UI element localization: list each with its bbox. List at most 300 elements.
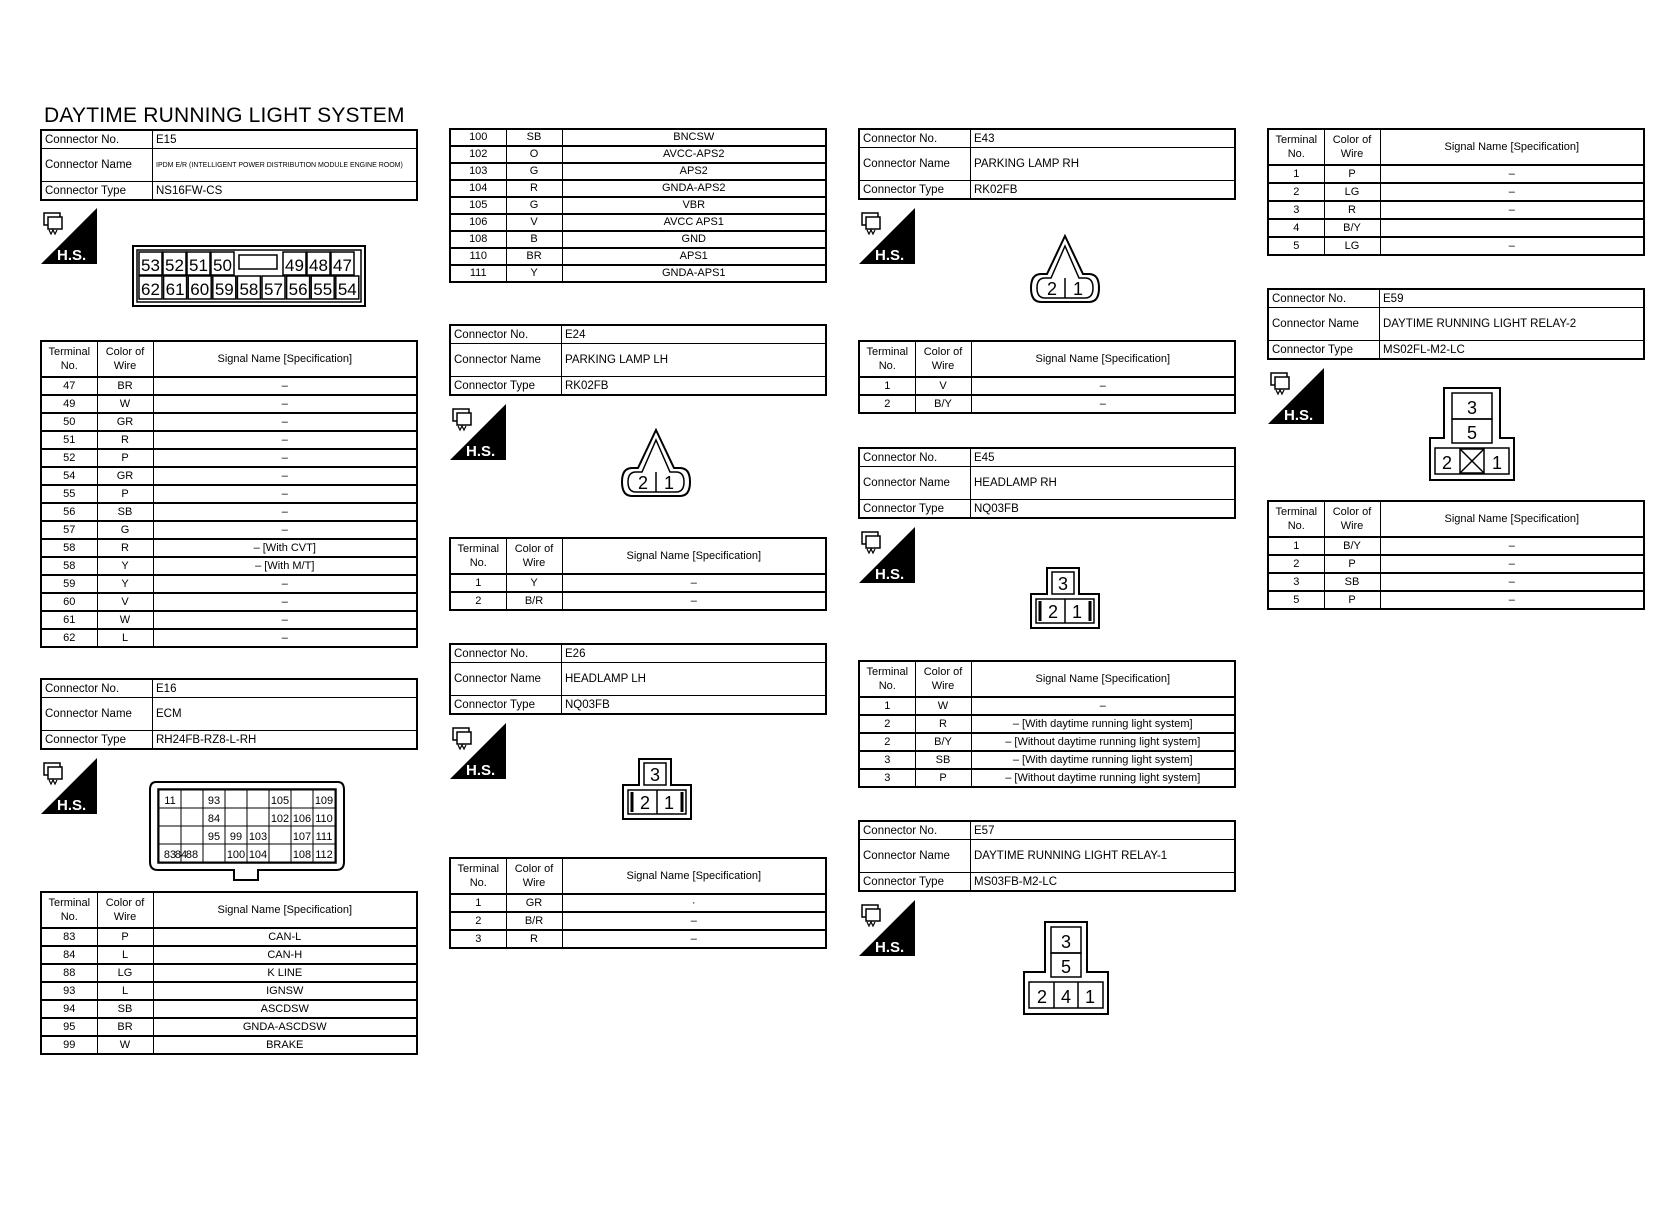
e15-row — [41, 557, 417, 575]
terminal-no-cell: 5 — [1268, 237, 1324, 255]
e57-terminal-rows — [1268, 165, 1644, 255]
signal-name-cell: – — [562, 574, 826, 592]
hs-label: H.S. — [875, 247, 905, 264]
terminal-no-cell: 3 — [450, 930, 506, 948]
pin-label: 62 — [141, 280, 160, 299]
e16-row — [41, 982, 417, 1000]
connector-name-value: ECM — [153, 698, 418, 731]
connector-type-value: NQ03FB — [971, 500, 1236, 519]
terminal-no-cell: 1 — [1268, 537, 1324, 555]
wire-color-cell: P — [1324, 555, 1380, 573]
color-of-wire-header: Color of Wire — [97, 892, 153, 928]
terminal-no-cell: 106 — [450, 214, 506, 231]
pin-label: 54 — [337, 280, 357, 299]
e15-connector-header — [40, 129, 418, 201]
e16-row — [41, 1000, 417, 1018]
terminal-no-cell: 1 — [450, 894, 506, 912]
pin-label: 2 — [637, 473, 649, 493]
signal-name-cell: – — [153, 485, 417, 503]
connector-no-value: E43 — [971, 129, 1236, 148]
terminal-no-cell: 110 — [450, 248, 506, 265]
connector-name-value: HEADLAMP RH — [971, 467, 1236, 500]
connector-no-value: E57 — [971, 821, 1236, 840]
terminal-no-cell: 103 — [450, 163, 506, 180]
wire-color-cell: LG — [1324, 183, 1380, 201]
pin-label: 106 — [292, 813, 312, 825]
e15-row — [41, 431, 417, 449]
wire-color-cell: Y — [97, 557, 153, 575]
wire-color-cell: Y — [506, 265, 562, 282]
connector-no-label: Connector No. — [859, 821, 971, 840]
e59-terminal-rows — [1268, 537, 1644, 609]
wire-color-cell: B/Y — [915, 733, 971, 751]
terminal-no-cell: 49 — [41, 395, 97, 413]
signal-name-cell: GNDA-ASCDSW — [153, 1018, 417, 1036]
terminal-no-cell: 2 — [859, 395, 915, 413]
connector-name-label: Connector Name — [1268, 308, 1380, 341]
connector-type-value: NS16FW-CS — [153, 182, 418, 201]
connector-no-label: Connector No. — [41, 679, 153, 698]
terminal-no-cell: 61 — [41, 611, 97, 629]
signal-name-cell: – — [562, 930, 826, 948]
connector-name-label: Connector Name — [41, 149, 153, 182]
e15-terminal-table — [40, 340, 418, 648]
terminal-no-header: Terminal No. — [859, 341, 915, 377]
color-of-wire-header: Color of Wire — [506, 858, 562, 894]
e57-row — [1268, 219, 1644, 237]
e43-row — [859, 377, 1235, 395]
signal-name-cell: – — [1380, 537, 1644, 555]
pin-label: 84 — [174, 849, 188, 861]
e16-continued-row — [450, 248, 826, 265]
terminal-no-cell: 100 — [450, 129, 506, 146]
pin-label: 104 — [248, 849, 268, 861]
pin-label: 88 — [185, 849, 199, 861]
e16-continued-rows — [450, 129, 826, 282]
wire-color-cell: P — [1324, 591, 1380, 609]
signal-name-cell: – [With M/T] — [153, 557, 417, 575]
terminal-no-cell: 3 — [859, 769, 915, 787]
pin-label: 51 — [189, 256, 208, 275]
e57-connector-header — [858, 820, 1236, 892]
terminal-no-cell: 51 — [41, 431, 97, 449]
terminal-no-cell: 2 — [450, 592, 506, 610]
signal-name-cell: AVCC-APS2 — [562, 146, 826, 163]
e15-row — [41, 575, 417, 593]
pin-label: 49 — [285, 256, 304, 275]
connector-type-value: RK02FB — [971, 181, 1236, 200]
wire-color-cell: B — [506, 231, 562, 248]
e59-row — [1268, 573, 1644, 591]
e26-row — [450, 894, 826, 912]
hs-label: H.S. — [466, 762, 496, 779]
pin-label: 111 — [315, 831, 333, 843]
terminal-no-cell: 1 — [859, 697, 915, 715]
e16-connector-header — [40, 678, 418, 750]
connector-name-label: Connector Name — [859, 148, 971, 181]
harness-side-icon — [859, 527, 915, 583]
terminal-no-cell: 62 — [41, 629, 97, 647]
e16-continued-row — [450, 163, 826, 180]
color-of-wire-header: Color of Wire — [97, 341, 153, 377]
e16-connector-face — [146, 776, 348, 884]
connector-no-value: E16 — [153, 679, 418, 698]
e45-row — [859, 733, 1235, 751]
signal-name-cell: – — [1380, 237, 1644, 255]
connector-name-value: HEADLAMP LH — [562, 663, 827, 696]
e15-terminal-rows — [41, 377, 417, 647]
e15-row — [41, 503, 417, 521]
e43-connector-face — [1027, 234, 1103, 308]
wire-color-cell: W — [97, 1036, 153, 1054]
terminal-no-cell: 58 — [41, 557, 97, 575]
wire-color-cell: P — [97, 449, 153, 467]
e45-connector-header — [858, 447, 1236, 519]
e57-row — [1268, 165, 1644, 183]
terminal-no-header: Terminal No. — [41, 341, 97, 377]
color-of-wire-header: Color of Wire — [506, 538, 562, 574]
connector-type-label: Connector Type — [41, 182, 153, 201]
e16-terminal-rows — [41, 928, 417, 1054]
wire-color-cell: BR — [97, 1018, 153, 1036]
e45-row — [859, 697, 1235, 715]
connector-type-label: Connector Type — [450, 696, 562, 715]
connector-no-label: Connector No. — [41, 130, 153, 149]
e15-row — [41, 611, 417, 629]
signal-name-cell: – — [1380, 573, 1644, 591]
connector-no-value: E26 — [562, 644, 827, 663]
pin-label: 48 — [309, 256, 328, 275]
e15-row — [41, 377, 417, 395]
signal-name-cell: – [Without daytime running light system] — [971, 769, 1235, 787]
pin-label: 109 — [314, 795, 334, 807]
pin-label: 102 — [270, 813, 290, 825]
e16-pin-grid — [159, 790, 335, 862]
harness-side-icon — [41, 208, 97, 264]
e43-terminal-rows — [859, 377, 1235, 413]
terminal-no-header: Terminal No. — [450, 858, 506, 894]
wire-color-cell: O — [506, 146, 562, 163]
wire-color-cell: R — [506, 930, 562, 948]
hs-label: H.S. — [875, 939, 905, 956]
signal-name-cell: – — [153, 503, 417, 521]
e16-continued-row — [450, 129, 826, 146]
signal-name-cell: – — [562, 592, 826, 610]
pin-label: 60 — [190, 280, 210, 299]
pin-label: 59 — [214, 280, 234, 299]
connector-no-label: Connector No. — [450, 644, 562, 663]
e45-terminal-rows — [859, 697, 1235, 787]
e16-continued-table — [449, 128, 827, 283]
color-of-wire-header: Color of Wire — [1324, 129, 1380, 165]
terminal-no-cell: 4 — [1268, 219, 1324, 237]
signal-name-cell: – — [153, 431, 417, 449]
pin-label: 47 — [333, 256, 352, 275]
e57-row — [1268, 201, 1644, 219]
harness-side-icon — [450, 404, 506, 460]
wire-color-cell: W — [915, 697, 971, 715]
connector-type-value: RK02FB — [562, 377, 827, 396]
pin-label: 93 — [207, 795, 221, 807]
wire-color-cell: BR — [506, 248, 562, 265]
terminal-no-cell: 1 — [859, 377, 915, 395]
signal-name-cell: BNCSW — [562, 129, 826, 146]
signal-name-cell: – — [153, 521, 417, 539]
e15-row — [41, 629, 417, 647]
connector-type-value: MS03FB-M2-LC — [971, 873, 1236, 892]
connector-name-value: IPDM E/R (INTELLIGENT POWER DISTRIBUTION MODULE ENGINE ROOM) — [153, 149, 418, 182]
e45-row — [859, 751, 1235, 769]
signal-name-cell: VBR — [562, 197, 826, 214]
terminal-no-cell: 1 — [450, 574, 506, 592]
pin-label: 1 — [1084, 987, 1096, 1007]
hs-label: H.S. — [1284, 407, 1314, 424]
e43-row — [859, 395, 1235, 413]
pin-label: 107 — [292, 831, 312, 843]
hs-label: H.S. — [57, 797, 87, 814]
terminal-no-cell: 50 — [41, 413, 97, 431]
pin-label: 56 — [288, 280, 308, 299]
e15-key-slot — [239, 255, 277, 269]
wire-color-cell: V — [506, 214, 562, 231]
color-of-wire-header: Color of Wire — [915, 661, 971, 697]
e16-row — [41, 964, 417, 982]
connector-no-label: Connector No. — [450, 325, 562, 344]
e15-row — [41, 539, 417, 557]
signal-name-cell: – — [1380, 165, 1644, 183]
terminal-no-header: Terminal No. — [450, 538, 506, 574]
e24-connector-header — [449, 324, 827, 396]
wire-color-cell: GR — [97, 413, 153, 431]
signal-name-cell: – [Without daytime running light system] — [971, 733, 1235, 751]
signal-name-cell: – — [153, 413, 417, 431]
terminal-no-cell: 55 — [41, 485, 97, 503]
wire-color-cell: G — [97, 521, 153, 539]
terminal-no-cell: 58 — [41, 539, 97, 557]
pin-label: 3 — [649, 765, 661, 785]
e16-continued-row — [450, 265, 826, 282]
signal-name-cell: – — [971, 697, 1235, 715]
e43-connector-header — [858, 128, 1236, 200]
wire-color-cell: SB — [506, 129, 562, 146]
connector-type-value: NQ03FB — [562, 696, 827, 715]
pin-label: 105 — [270, 795, 290, 807]
connector-no-label: Connector No. — [859, 448, 971, 467]
e15-bottom-pin-row — [139, 276, 359, 299]
e16-row — [41, 1018, 417, 1036]
e24-terminal-table — [449, 537, 827, 611]
pin-label: 57 — [264, 280, 283, 299]
harness-side-icon — [1268, 368, 1324, 424]
terminal-no-cell: 104 — [450, 180, 506, 197]
terminal-no-cell: 60 — [41, 593, 97, 611]
wire-color-cell: SB — [915, 751, 971, 769]
e59-row — [1268, 555, 1644, 573]
e59-connector-face — [1428, 386, 1516, 482]
wire-color-cell: GR — [97, 467, 153, 485]
connector-name-value: PARKING LAMP LH — [562, 344, 827, 377]
pin-label: 2 — [1046, 279, 1058, 299]
e15-row — [41, 485, 417, 503]
wire-color-cell: SB — [1324, 573, 1380, 591]
e45-connector-face — [1027, 566, 1103, 632]
signal-name-cell: – — [153, 629, 417, 647]
pin-label: 61 — [165, 280, 185, 299]
wire-color-cell: LG — [1324, 237, 1380, 255]
signal-name-header: Signal Name [Specification] — [153, 341, 417, 377]
e16-row — [41, 1036, 417, 1054]
connector-no-label: Connector No. — [859, 129, 971, 148]
signal-name-header: Signal Name [Specification] — [562, 538, 826, 574]
e15-row — [41, 593, 417, 611]
connector-type-value: RH24FB-RZ8-L-RH — [153, 731, 418, 750]
signal-name-cell: K LINE — [153, 964, 417, 982]
wire-color-cell: L — [97, 982, 153, 1000]
connector-name-label: Connector Name — [450, 663, 562, 696]
signal-name-cell: APS2 — [562, 163, 826, 180]
terminal-no-cell: 1 — [1268, 165, 1324, 183]
e15-row — [41, 449, 417, 467]
e26-row — [450, 930, 826, 948]
pin-label: 1 — [1072, 279, 1084, 299]
connector-type-label: Connector Type — [859, 181, 971, 200]
page-title: DAYTIME RUNNING LIGHT SYSTEM — [44, 104, 405, 127]
e59-row — [1268, 537, 1644, 555]
signal-name-cell: GNDA-APS2 — [562, 180, 826, 197]
signal-name-cell: – — [1380, 591, 1644, 609]
terminal-no-cell: 94 — [41, 1000, 97, 1018]
e16-row — [41, 946, 417, 964]
pin-label: 52 — [165, 256, 184, 275]
terminal-no-cell: 83 — [41, 928, 97, 946]
terminal-no-cell: 3 — [859, 751, 915, 769]
wire-color-cell: B/R — [506, 592, 562, 610]
pin-label: 3 — [1466, 398, 1478, 418]
wire-color-cell: P — [97, 485, 153, 503]
pin-label: 83 — [163, 849, 177, 861]
connector-type-label: Connector Type — [1268, 341, 1380, 360]
terminal-no-cell: 102 — [450, 146, 506, 163]
connector-type-label: Connector Type — [450, 377, 562, 396]
wire-color-cell: G — [506, 163, 562, 180]
connector-no-value: E59 — [1380, 289, 1645, 308]
terminal-no-cell: 5 — [1268, 591, 1324, 609]
terminal-no-cell: 93 — [41, 982, 97, 1000]
signal-name-cell: – — [971, 395, 1235, 413]
connector-type-label: Connector Type — [41, 731, 153, 750]
signal-name-cell: – — [153, 575, 417, 593]
terminal-no-cell: 99 — [41, 1036, 97, 1054]
wire-color-cell: R — [1324, 201, 1380, 219]
wire-color-cell: SB — [97, 1000, 153, 1018]
pin-label: 110 — [315, 813, 333, 825]
e26-connector-header — [449, 643, 827, 715]
pin-label: 95 — [207, 831, 221, 843]
pin-label: 58 — [239, 280, 259, 299]
harness-side-icon — [859, 900, 915, 956]
wire-color-cell: R — [506, 180, 562, 197]
connector-name-value: PARKING LAMP RH — [971, 148, 1236, 181]
wire-color-cell: R — [97, 539, 153, 557]
terminal-no-header: Terminal No. — [1268, 501, 1324, 537]
wire-color-cell: B/Y — [1324, 537, 1380, 555]
signal-name-cell: ASCDSW — [153, 1000, 417, 1018]
pin-label: 1 — [1491, 453, 1503, 473]
connector-no-value: E15 — [153, 130, 418, 149]
e15-row — [41, 395, 417, 413]
wire-color-cell: R — [97, 431, 153, 449]
terminal-no-header: Terminal No. — [41, 892, 97, 928]
hs-label: H.S. — [466, 443, 496, 460]
pin-label: 2 — [1047, 602, 1059, 622]
e16-continued-row — [450, 180, 826, 197]
e16-terminal-table — [40, 891, 418, 1055]
signal-name-cell: IGNSW — [153, 982, 417, 1000]
pin-label: 108 — [292, 849, 312, 861]
signal-name-cell: APS1 — [562, 248, 826, 265]
e26-terminal-table — [449, 857, 827, 949]
signal-name-header: Signal Name [Specification] — [971, 661, 1235, 697]
connector-no-value: E24 — [562, 325, 827, 344]
signal-name-cell: – — [1380, 555, 1644, 573]
e24-row — [450, 592, 826, 610]
terminal-no-cell: 59 — [41, 575, 97, 593]
wire-color-cell: B/Y — [915, 395, 971, 413]
signal-name-cell: BRAKE — [153, 1036, 417, 1054]
pin-label: 1 — [663, 473, 675, 493]
e26-connector-face — [619, 757, 695, 823]
pin-label: 4 — [1060, 987, 1072, 1007]
signal-name-cell: – [With daytime running light system] — [971, 715, 1235, 733]
terminal-no-cell: 2 — [1268, 183, 1324, 201]
connector-name-label: Connector Name — [41, 698, 153, 731]
pin-label: 53 — [141, 256, 160, 275]
e16-row — [41, 928, 417, 946]
terminal-no-cell: 54 — [41, 467, 97, 485]
e57-row — [1268, 183, 1644, 201]
e45-row — [859, 769, 1235, 787]
wire-color-cell: V — [915, 377, 971, 395]
e59-terminal-table — [1267, 500, 1645, 610]
harness-side-icon — [859, 208, 915, 264]
e45-terminal-table — [858, 660, 1236, 788]
connector-type-value: MS02FL-M2-LC — [1380, 341, 1645, 360]
wire-color-cell: P — [97, 928, 153, 946]
terminal-no-cell: 2 — [859, 715, 915, 733]
e59-connector-header — [1267, 288, 1645, 360]
terminal-no-cell: 84 — [41, 946, 97, 964]
pin-label: 11 — [164, 795, 176, 807]
pin-label: 1 — [1071, 602, 1083, 622]
terminal-no-cell: 56 — [41, 503, 97, 521]
connector-name-label: Connector Name — [450, 344, 562, 377]
e15-row — [41, 413, 417, 431]
terminal-no-cell: 2 — [859, 733, 915, 751]
hs-label: H.S. — [875, 566, 905, 583]
signal-name-cell: – — [971, 377, 1235, 395]
pin-label: 1 — [663, 793, 675, 813]
connector-name-label: Connector Name — [859, 467, 971, 500]
signal-name-header: Signal Name [Specification] — [971, 341, 1235, 377]
pin-label: 100 — [226, 849, 246, 861]
connector-no-label: Connector No. — [1268, 289, 1380, 308]
e24-connector-face — [618, 428, 694, 502]
signal-name-cell: – — [153, 467, 417, 485]
color-of-wire-header: Color of Wire — [1324, 501, 1380, 537]
signal-name-cell: GND — [562, 231, 826, 248]
pin-label: 84 — [207, 813, 221, 825]
wire-color-cell: L — [97, 946, 153, 964]
